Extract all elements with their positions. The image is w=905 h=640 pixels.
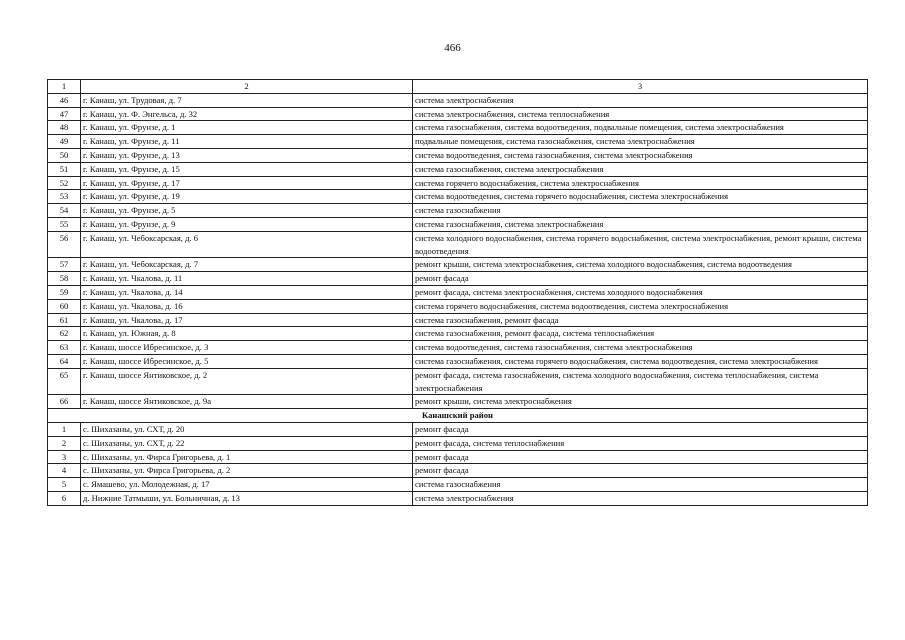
works-cell: система водоотведения, система горячего водоснабжения, система электроснабжения (413, 190, 868, 204)
table-row (48, 217, 868, 231)
table-row (48, 121, 868, 135)
table-row (48, 313, 868, 327)
row-number-cell: 51 (48, 162, 81, 176)
table-row (48, 464, 868, 478)
address-cell: г. Канаш, ул. Чкалова, д. 14 (81, 285, 413, 299)
row-number-cell: 62 (48, 327, 81, 341)
repair-table (47, 79, 868, 506)
works-cell: система газоснабжения (413, 204, 868, 218)
table-row (48, 450, 868, 464)
row-number-cell: 63 (48, 341, 81, 355)
row-number-cell: 3 (48, 450, 81, 464)
address-cell: д. Нижние Татмыши, ул. Больничная, д. 13 (81, 491, 413, 505)
column-header-row (48, 80, 868, 94)
table-row (48, 272, 868, 286)
table-row (48, 422, 868, 436)
works-cell: система электроснабжения (413, 491, 868, 505)
works-cell: ремонт фасада (413, 464, 868, 478)
section-header-row (48, 409, 868, 423)
column-header-address: 2 (81, 80, 413, 94)
works-cell: ремонт фасада (413, 450, 868, 464)
works-cell: система газоснабжения, система горячего водоснабжения, система водоотведения, система электроснабжения (413, 354, 868, 368)
table-row (48, 176, 868, 190)
address-cell: г. Канаш, ул. Фрунзе, д. 15 (81, 162, 413, 176)
works-cell: система газоснабжения, система электроснабжения (413, 217, 868, 231)
table-row (48, 93, 868, 107)
works-cell: подвальные помещения, система газоснабжения, система электроснабжения (413, 135, 868, 149)
row-number-cell: 6 (48, 491, 81, 505)
address-cell: г. Канаш, ул. Трудовая, д. 7 (81, 93, 413, 107)
row-number-cell: 53 (48, 190, 81, 204)
table-row (48, 368, 868, 395)
table-row (48, 107, 868, 121)
row-number-cell: 65 (48, 368, 81, 395)
address-cell: г. Канаш, шоссе Ибресинское, д. 5 (81, 354, 413, 368)
row-number-cell: 58 (48, 272, 81, 286)
address-cell: г. Канаш, ул. Чебоксарская, д. 6 (81, 231, 413, 258)
row-number-cell: 47 (48, 107, 81, 121)
table-row (48, 231, 868, 258)
section-title: Канашский район (48, 409, 868, 423)
address-cell: г. Канаш, ул. Фрунзе, д. 5 (81, 204, 413, 218)
address-cell: г. Канаш, ул. Ф. Энгельса, д. 32 (81, 107, 413, 121)
table-row (48, 258, 868, 272)
table-row (48, 436, 868, 450)
table-row (48, 162, 868, 176)
table-row (48, 190, 868, 204)
address-cell: г. Канаш, ул. Чкалова, д. 16 (81, 299, 413, 313)
table-row (48, 327, 868, 341)
row-number-cell: 50 (48, 148, 81, 162)
row-number-cell: 5 (48, 478, 81, 492)
address-cell: с. Шихазаны, ул. СХТ, д. 20 (81, 422, 413, 436)
table-row (48, 135, 868, 149)
address-cell: г. Канаш, ул. Чебоксарская, д. 7 (81, 258, 413, 272)
table-body (48, 80, 868, 506)
works-cell: ремонт фасада, система электроснабжения, система холодного водоснабжения (413, 285, 868, 299)
row-number-cell: 57 (48, 258, 81, 272)
row-number-cell: 1 (48, 422, 81, 436)
address-cell: г. Канаш, шоссе Янтиковское, д. 9а (81, 395, 413, 409)
works-cell: система газоснабжения, ремонт фасада, система теплоснабжения (413, 327, 868, 341)
address-cell: с. Шихазаны, ул. Фирса Григорьева, д. 1 (81, 450, 413, 464)
address-cell: с. Ямашево, ул. Молодежная, д. 17 (81, 478, 413, 492)
table-row (48, 354, 868, 368)
address-cell: г. Канаш, ул. Фрунзе, д. 17 (81, 176, 413, 190)
row-number-cell: 60 (48, 299, 81, 313)
works-cell: система газоснабжения, система электроснабжения (413, 162, 868, 176)
column-header-works: 3 (413, 80, 868, 94)
works-cell: ремонт крыши, система электроснабжения (413, 395, 868, 409)
address-cell: с. Шихазаны, ул. Фирса Григорьева, д. 2 (81, 464, 413, 478)
table-row (48, 491, 868, 505)
works-cell: система водоотведения, система газоснабжения, система электроснабжения (413, 148, 868, 162)
works-cell: система газоснабжения, ремонт фасада (413, 313, 868, 327)
row-number-cell: 56 (48, 231, 81, 258)
address-cell: г. Канаш, шоссе Янтиковское, д. 2 (81, 368, 413, 395)
row-number-cell: 49 (48, 135, 81, 149)
row-number-cell: 64 (48, 354, 81, 368)
column-header-number: 1 (48, 80, 81, 94)
address-cell: г. Канаш, ул. Фрунзе, д. 9 (81, 217, 413, 231)
works-cell: ремонт фасада (413, 422, 868, 436)
works-cell: система холодного водоснабжения, система горячего водоснабжения, система электроснабжения, ремонт крыши, система водоотведения (413, 231, 868, 258)
row-number-cell: 48 (48, 121, 81, 135)
works-cell: ремонт фасада, система теплоснабжения (413, 436, 868, 450)
row-number-cell: 61 (48, 313, 81, 327)
table-row (48, 204, 868, 218)
row-number-cell: 2 (48, 436, 81, 450)
row-number-cell: 4 (48, 464, 81, 478)
address-cell: г. Канаш, ул. Чкалова, д. 17 (81, 313, 413, 327)
table-row (48, 148, 868, 162)
address-cell: г. Канаш, ул. Фрунзе, д. 1 (81, 121, 413, 135)
works-cell: система газоснабжения, система водоотведения, подвальные помещения, система электроснабжения (413, 121, 868, 135)
address-cell: г. Канаш, ул. Южная, д. 8 (81, 327, 413, 341)
works-cell: система горячего водоснабжения, система водоотведения, система электроснабжения (413, 299, 868, 313)
works-cell: система водоотведения, система газоснабжения, система электроснабжения (413, 341, 868, 355)
row-number-cell: 59 (48, 285, 81, 299)
works-cell: система электроснабжения (413, 93, 868, 107)
address-cell: с. Шихазаны, ул. СХТ, д. 22 (81, 436, 413, 450)
works-cell: система электроснабжения, система теплоснабжения (413, 107, 868, 121)
table-row (48, 299, 868, 313)
table-row (48, 395, 868, 409)
table-row (48, 285, 868, 299)
works-cell: ремонт крыши, система электроснабжения, система холодного водоснабжения, система водоотведения (413, 258, 868, 272)
page-number: 466 (444, 42, 461, 54)
table-row (48, 341, 868, 355)
address-cell: г. Канаш, ул. Чкалова, д. 11 (81, 272, 413, 286)
row-number-cell: 54 (48, 204, 81, 218)
works-cell: система газоснабжения (413, 478, 868, 492)
row-number-cell: 66 (48, 395, 81, 409)
address-cell: г. Канаш, ул. Фрунзе, д. 13 (81, 148, 413, 162)
works-cell: система горячего водоснабжения, система электроснабжения (413, 176, 868, 190)
address-cell: г. Канаш, шоссе Ибресинское, д. 3 (81, 341, 413, 355)
row-number-cell: 46 (48, 93, 81, 107)
address-cell: г. Канаш, ул. Фрунзе, д. 19 (81, 190, 413, 204)
row-number-cell: 52 (48, 176, 81, 190)
table-row (48, 478, 868, 492)
address-cell: г. Канаш, ул. Фрунзе, д. 11 (81, 135, 413, 149)
works-cell: ремонт фасада, система газоснабжения, система холодного водоснабжения, система теплоснабжения, система электроснабжения (413, 368, 868, 395)
works-cell: ремонт фасада (413, 272, 868, 286)
row-number-cell: 55 (48, 217, 81, 231)
